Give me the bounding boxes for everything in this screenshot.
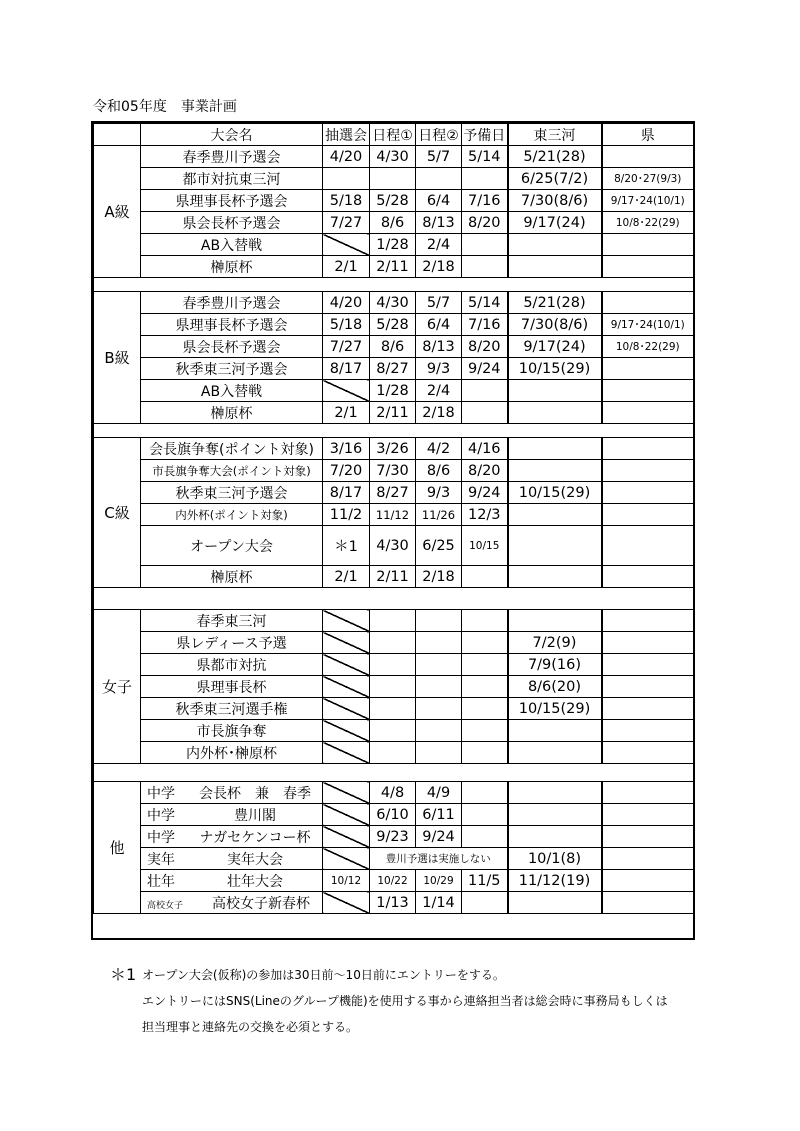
gap-row	[94, 278, 694, 292]
reserve-date: 11/5	[462, 870, 508, 892]
prefecture-date	[602, 892, 694, 914]
higashimikawa-date	[508, 826, 602, 848]
reserve-date	[462, 698, 508, 720]
lottery-date	[323, 632, 370, 654]
date-1	[370, 632, 416, 654]
date-2: 11/26	[416, 504, 462, 526]
higashimikawa-date: 11/12(19)	[508, 870, 602, 892]
date-1	[370, 168, 416, 190]
higashimikawa-date	[508, 438, 602, 460]
header-event: 大会名	[141, 124, 323, 146]
prefecture-date	[602, 698, 694, 720]
lottery-date: 7/20	[323, 460, 370, 482]
lottery-date	[323, 610, 370, 632]
prefecture-date	[602, 826, 694, 848]
event-name	[141, 826, 323, 848]
event-name	[141, 848, 323, 870]
reserve-date	[462, 610, 508, 632]
prefecture-date	[602, 380, 694, 402]
prefecture-date	[602, 256, 694, 278]
prefecture-date	[602, 146, 694, 168]
table-row	[94, 566, 694, 588]
event-name: 会長旗争奪(ポイント対象)	[141, 438, 323, 460]
prefecture-date	[602, 526, 694, 566]
date-2: 2/4	[416, 234, 462, 256]
table-row	[94, 402, 694, 424]
prefecture-date	[602, 234, 694, 256]
reserve-date	[462, 654, 508, 676]
lottery-date: 4/20	[323, 146, 370, 168]
date-2: 2/18	[416, 256, 462, 278]
reserve-date: 8/20	[462, 460, 508, 482]
date-1: 9/23	[370, 826, 416, 848]
event-title: ナガセケンコー杯	[199, 829, 311, 846]
date-1: 1/28	[370, 234, 416, 256]
reserve-date	[462, 804, 508, 826]
lottery-date	[323, 782, 370, 804]
higashimikawa-date	[508, 720, 602, 742]
lottery-date	[323, 234, 370, 256]
event-name: 県理事長杯	[141, 676, 323, 698]
table-row	[94, 256, 694, 278]
date-2: 5/7	[416, 292, 462, 314]
prefecture-date	[602, 402, 694, 424]
header-higashimikawa: 東三河	[508, 124, 602, 146]
event-name: 県都市対抗	[141, 654, 323, 676]
date-1: 8/6	[370, 336, 416, 358]
event-name: 榊原杯	[141, 566, 323, 588]
lottery-date	[323, 676, 370, 698]
date-1: 3/26	[370, 438, 416, 460]
higashimikawa-date: 10/15(29)	[508, 482, 602, 504]
prefecture-date	[602, 870, 694, 892]
event-name: 春季豊川予選会	[141, 146, 323, 168]
date-1: 10/22	[370, 870, 416, 892]
reserve-date	[462, 826, 508, 848]
prefecture-date	[602, 438, 694, 460]
table-row	[94, 610, 694, 632]
event-name: 県理事長杯予選会	[141, 190, 323, 212]
date-2	[416, 654, 462, 676]
header-reserve: 予備日	[462, 124, 508, 146]
category-label: 中学	[147, 829, 175, 846]
date-2: 2/4	[416, 380, 462, 402]
higashimikawa-date: 10/15(29)	[508, 698, 602, 720]
footnote-line: 担当理事と連絡先の交換を必須とする。	[142, 1020, 359, 1034]
higashimikawa-date	[508, 892, 602, 914]
table-row	[94, 698, 694, 720]
prefecture-date: 9/17･24(10/1)	[602, 190, 694, 212]
lottery-date: ＊1	[323, 526, 370, 566]
lottery-date: 7/27	[323, 336, 370, 358]
higashimikawa-date: 7/2(9)	[508, 632, 602, 654]
event-title: 実年大会	[227, 851, 283, 868]
date-1: 8/6	[370, 212, 416, 234]
table-row	[94, 438, 694, 460]
table-row	[94, 826, 694, 848]
lottery-date: 2/1	[323, 402, 370, 424]
document-title: 令和05年度 事業計画	[93, 99, 237, 115]
prefecture-date: 10/8･22(29)	[602, 212, 694, 234]
date-1: 1/13	[370, 892, 416, 914]
lottery-date	[323, 804, 370, 826]
event-name: 都市対抗東三河	[141, 168, 323, 190]
higashimikawa-date	[508, 566, 602, 588]
lottery-date: 10/12	[323, 870, 370, 892]
reserve-date	[462, 402, 508, 424]
lottery-date: 2/1	[323, 566, 370, 588]
higashimikawa-date	[508, 380, 602, 402]
higashimikawa-date: 6/25(7/2)	[508, 168, 602, 190]
reserve-date	[462, 566, 508, 588]
date-1	[370, 654, 416, 676]
date-2: 6/4	[416, 190, 462, 212]
reserve-date	[462, 782, 508, 804]
prefecture-date: 9/17･24(10/1)	[602, 314, 694, 336]
date-2: 6/4	[416, 314, 462, 336]
higashimikawa-date	[508, 402, 602, 424]
higashimikawa-date	[508, 782, 602, 804]
table-row	[94, 782, 694, 804]
higashimikawa-date	[508, 234, 602, 256]
header-lottery: 抽選会	[323, 124, 370, 146]
date-2	[416, 676, 462, 698]
prefecture-date	[602, 720, 694, 742]
higashimikawa-date	[508, 460, 602, 482]
prefecture-date	[602, 676, 694, 698]
date-1	[370, 676, 416, 698]
higashimikawa-date	[508, 742, 602, 764]
event-name: 内外杯(ポイント対象)	[141, 504, 323, 526]
event-name	[141, 782, 323, 804]
date-2: 6/11	[416, 804, 462, 826]
lottery-date	[323, 168, 370, 190]
date-1: 4/30	[370, 292, 416, 314]
higashimikawa-date	[508, 256, 602, 278]
table-row	[94, 460, 694, 482]
higashimikawa-date: 5/21(28)	[508, 292, 602, 314]
table-row	[94, 482, 694, 504]
date-1: 2/11	[370, 402, 416, 424]
date-1: 1/28	[370, 380, 416, 402]
prefecture-date	[602, 848, 694, 870]
date-2: 2/18	[416, 402, 462, 424]
reserve-date: 7/16	[462, 190, 508, 212]
date-2	[416, 632, 462, 654]
prefecture-date: 10/8･22(29)	[602, 336, 694, 358]
lottery-date: 3/16	[323, 438, 370, 460]
event-name: 内外杯･榊原杯	[141, 742, 323, 764]
event-name	[141, 892, 323, 914]
event-name	[141, 804, 323, 826]
footnote-mark: ＊1	[110, 965, 137, 984]
event-name: 秋季東三河予選会	[141, 482, 323, 504]
reserve-date: 10/15	[462, 526, 508, 566]
reserve-date	[462, 676, 508, 698]
group-label: B級	[94, 292, 141, 424]
reserve-date: 7/16	[462, 314, 508, 336]
category-label: 高校女子	[147, 900, 184, 911]
reserve-date	[462, 720, 508, 742]
event-name: オープン大会	[141, 526, 323, 566]
lottery-date	[323, 826, 370, 848]
footnote-line: エントリーにはSNS(Lineのグループ機能)を使用する事から連絡担当者は総会時に事務局もしくは	[142, 994, 668, 1008]
group-label: C級	[94, 438, 141, 588]
date-2	[416, 168, 462, 190]
gap-row	[94, 588, 694, 610]
prefecture-date	[602, 482, 694, 504]
event-name: 市長旗争奪大会(ポイント対象)	[141, 460, 323, 482]
prefecture-date	[602, 632, 694, 654]
date-2	[416, 698, 462, 720]
reserve-date: 8/20	[462, 212, 508, 234]
reserve-date: 8/20	[462, 336, 508, 358]
higashimikawa-date: 10/15(29)	[508, 358, 602, 380]
event-name: 県会長杯予選会	[141, 336, 323, 358]
higashimikawa-date: 7/9(16)	[508, 654, 602, 676]
reserve-date: 12/3	[462, 504, 508, 526]
prefecture-date	[602, 292, 694, 314]
higashimikawa-date: 7/30(8/6)	[508, 314, 602, 336]
reserve-date	[462, 168, 508, 190]
table-row	[94, 892, 694, 914]
schedule-table	[93, 123, 694, 914]
date-2	[416, 610, 462, 632]
group-label: 女子	[94, 610, 141, 764]
prefecture-date	[602, 504, 694, 526]
date-1	[370, 742, 416, 764]
reserve-date: 9/24	[462, 482, 508, 504]
group-label: 他	[94, 782, 141, 914]
table-row	[94, 190, 694, 212]
reserve-date: 5/14	[462, 146, 508, 168]
date-2: 10/29	[416, 870, 462, 892]
footnote	[110, 962, 668, 1040]
date-2: 5/7	[416, 146, 462, 168]
date-2: 2/18	[416, 566, 462, 588]
reserve-date: 4/16	[462, 438, 508, 460]
higashimikawa-date	[508, 804, 602, 826]
prefecture-date	[602, 742, 694, 764]
prefecture-date	[602, 358, 694, 380]
table-row	[94, 720, 694, 742]
date-2: 6/25	[416, 526, 462, 566]
gap-row	[94, 424, 694, 438]
lottery-date	[323, 848, 370, 870]
date-2: 8/6	[416, 460, 462, 482]
reserve-date	[462, 632, 508, 654]
event-name: 県レディース予選	[141, 632, 323, 654]
event-name: 県会長杯予選会	[141, 212, 323, 234]
lottery-date	[323, 380, 370, 402]
table-row	[94, 526, 694, 566]
date-1	[370, 698, 416, 720]
lottery-date	[323, 654, 370, 676]
lottery-date	[323, 698, 370, 720]
table-row	[94, 292, 694, 314]
prefecture-date: 8/20･27(9/3)	[602, 168, 694, 190]
date-1	[370, 610, 416, 632]
event-name: 春季豊川予選会	[141, 292, 323, 314]
date-2: 1/14	[416, 892, 462, 914]
table-row	[94, 654, 694, 676]
prefecture-date	[602, 610, 694, 632]
header-blank	[94, 124, 141, 146]
lottery-date: 8/17	[323, 358, 370, 380]
event-name: 榊原杯	[141, 256, 323, 278]
category-label: 中学	[147, 785, 175, 802]
date-1: 4/30	[370, 526, 416, 566]
lottery-date	[323, 742, 370, 764]
prefecture-date	[602, 782, 694, 804]
higashimikawa-date	[508, 526, 602, 566]
date-2: 8/13	[416, 212, 462, 234]
note-cell: 豊川予選は実施しない	[370, 848, 508, 870]
date-1: 5/28	[370, 314, 416, 336]
prefecture-date	[602, 804, 694, 826]
higashimikawa-date	[508, 610, 602, 632]
event-title: 豊川閣	[234, 807, 276, 824]
event-name: AB入替戦	[141, 380, 323, 402]
lottery-date: 11/2	[323, 504, 370, 526]
lottery-date: 7/27	[323, 212, 370, 234]
header-prefecture: 県	[602, 124, 694, 146]
reserve-date	[462, 380, 508, 402]
reserve-date	[462, 256, 508, 278]
date-1: 8/27	[370, 358, 416, 380]
higashimikawa-date: 8/6(20)	[508, 676, 602, 698]
event-name: 秋季東三河選手権	[141, 698, 323, 720]
date-2: 9/24	[416, 826, 462, 848]
group-label: A級	[94, 146, 141, 278]
table-row	[94, 870, 694, 892]
lottery-date: 2/1	[323, 256, 370, 278]
event-name	[141, 870, 323, 892]
date-1: 4/8	[370, 782, 416, 804]
reserve-date	[462, 234, 508, 256]
gap-row	[94, 764, 694, 782]
event-title: 高校女子新春杯	[212, 895, 310, 912]
date-2	[416, 720, 462, 742]
table-row	[94, 336, 694, 358]
event-name: 榊原杯	[141, 402, 323, 424]
table-row	[94, 676, 694, 698]
lottery-date: 8/17	[323, 482, 370, 504]
date-1: 4/30	[370, 146, 416, 168]
reserve-date: 5/14	[462, 292, 508, 314]
table-row	[94, 234, 694, 256]
date-1: 2/11	[370, 566, 416, 588]
table-row	[94, 504, 694, 526]
category-label: 中学	[147, 807, 175, 824]
date-1: 7/30	[370, 460, 416, 482]
table-row	[94, 742, 694, 764]
lottery-date: 5/18	[323, 314, 370, 336]
table-row	[94, 358, 694, 380]
lottery-date: 5/18	[323, 190, 370, 212]
reserve-date: 9/24	[462, 358, 508, 380]
date-2: 8/13	[416, 336, 462, 358]
higashimikawa-date: 9/17(24)	[508, 212, 602, 234]
date-1: 8/27	[370, 482, 416, 504]
date-2: 4/2	[416, 438, 462, 460]
reserve-date	[462, 892, 508, 914]
higashimikawa-date: 5/21(28)	[508, 146, 602, 168]
table-row	[94, 314, 694, 336]
category-label: 実年	[147, 851, 175, 868]
date-2: 4/9	[416, 782, 462, 804]
prefecture-date	[602, 460, 694, 482]
lottery-date	[323, 720, 370, 742]
table-row	[94, 848, 694, 870]
header-date1: 日程①	[370, 124, 416, 146]
table-row	[94, 168, 694, 190]
higashimikawa-date: 9/17(24)	[508, 336, 602, 358]
date-1: 2/11	[370, 256, 416, 278]
table-row	[94, 212, 694, 234]
higashimikawa-date: 10/1(8)	[508, 848, 602, 870]
table-row	[94, 632, 694, 654]
category-label: 壮年	[147, 873, 175, 890]
date-1	[370, 720, 416, 742]
event-title: 壮年大会	[227, 873, 283, 890]
header-row	[94, 124, 694, 146]
higashimikawa-date: 7/30(8/6)	[508, 190, 602, 212]
header-date2: 日程②	[416, 124, 462, 146]
event-name: 県理事長杯予選会	[141, 314, 323, 336]
date-1: 6/10	[370, 804, 416, 826]
table-row	[94, 146, 694, 168]
event-name: 春季東三河	[141, 610, 323, 632]
table-row	[94, 804, 694, 826]
lottery-date: 4/20	[323, 292, 370, 314]
date-1: 5/28	[370, 190, 416, 212]
event-name: 市長旗争奪	[141, 720, 323, 742]
reserve-date	[462, 742, 508, 764]
date-2: 9/3	[416, 358, 462, 380]
event-name: AB入替戦	[141, 234, 323, 256]
higashimikawa-date	[508, 504, 602, 526]
footnote-line: オープン大会(仮称)の参加は30日前～10日前にエントリーをする。	[142, 968, 505, 982]
event-name: 秋季東三河予選会	[141, 358, 323, 380]
table-row	[94, 380, 694, 402]
date-2	[416, 742, 462, 764]
lottery-date	[323, 892, 370, 914]
prefecture-date	[602, 654, 694, 676]
event-title: 会長杯 兼 春季	[199, 785, 311, 802]
date-2: 9/3	[416, 482, 462, 504]
date-1: 11/12	[370, 504, 416, 526]
prefecture-date	[602, 566, 694, 588]
